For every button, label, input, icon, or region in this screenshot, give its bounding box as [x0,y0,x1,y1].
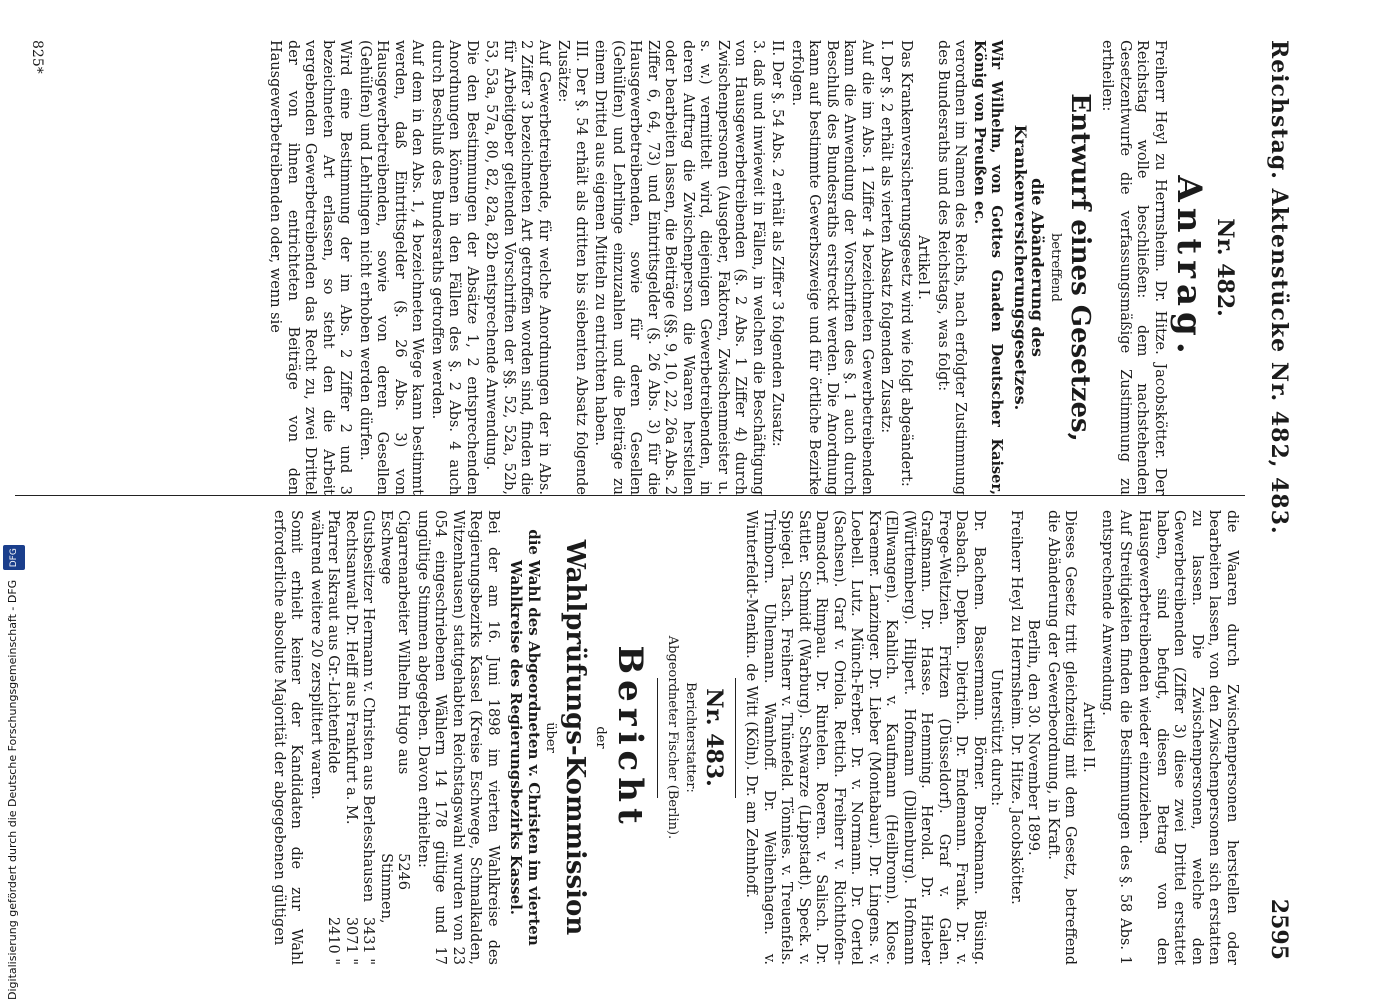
vote-unit: " [343,958,359,965]
date-line: Berlin, den 30. November 1899. [1025,619,1042,856]
der-label: der [593,726,608,749]
section-ii: II. Der §. 54 Abs. 2 erhält als Ziffer 3 folgenden Zusatz: [769,40,786,447]
vote-count: 3071 [343,916,359,954]
continuation-text-2: Auf Streitigkeiten finden die Bestimmungen des §. 58 Abs. 1 entsprechende Anwendung. [1099,510,1133,965]
unterstuetzt-label: Unterstützt durch: [988,668,1005,807]
subject-heading: die Abänderung des Krankenversicherungsgesetzes. [1011,124,1048,411]
intro-2-text: Bei der am 16. Juni 1898 im vierten Wahlkreise des Regierungsbezirks Kassel (Kreise Eschwege, Schmalkalden, Witzenhausen) stattgehabten Reichstagswahl wurden von 23 054 eingeschriebenen Wählern 14 178 gültige und 17 ungültige Stimmen abgegeben. Davon erhielten: [415,510,501,965]
rotated-scan-page [10,0,1310,1000]
artikel-1-text: Das Krankenversicherungsgesetz wird wie folgt abgeändert: [898,40,914,487]
dfg-credit [2,140,24,1000]
artikel-1-heading: Artikel I. [915,235,932,300]
entwurf-heading: Entwurf eines Gesetzes, [1065,93,1095,442]
page-footer [29,40,45,960]
vote-name: Rechtsanwalt Dr. Helff aus Frankfurt a. M. [343,510,359,825]
abgeordneter-name: Abgeordneter Fischer (Berlin). [665,635,681,840]
right-column [268,510,1241,965]
berichterstatter-label: Berichterstatter: [683,682,698,793]
antrag-heading: Antrag. [1169,175,1209,360]
section-i: I. Der §. 2 erhält als vierten Absatz folgenden Zusatz: [878,40,895,434]
page-number: 2595 [1266,898,1292,960]
vote-unit: " [360,958,377,965]
vote-unit: " [325,958,342,965]
section-iii-p3: Auf dem in den Abs. 1, 4 bezeichneten Wege kann bestimmt werden, daß Eintrittsgelder (§. 26 Abs. 3) von Hausgewerbetreibenden, sowie von deren Gesellen (Gehülfen) und Lehrlingen nicht erhoben werden dürfen. [357,40,426,495]
ueber-label: über [543,722,559,753]
conclusion-text: Somit erhielt keiner der Kandidaten die zur Wahl erforderliche absolute Majorität der abgegebenen gültigen [271,510,305,965]
vote-count: 3431 [360,916,377,954]
dfg-sidebar [2,140,24,1000]
header-title: Reichstag. Aktenstücke Nr. 482, 483. [1266,40,1292,535]
verordnen-text: verordnen im Namen des Reichs, nach erfolgter Zustimmung des Bundesraths und des Reichstags, was folgt: [935,40,969,495]
vote-unit: Stimmen, [378,853,394,924]
section-rule [735,678,736,798]
vote-count: 5246 [395,853,412,891]
vote-count: 2410 [325,916,342,954]
supporters-list: Dr. Bachem. Bassermann. Börner. Broekmann. Büsing. Dasbach. Depken. Dietrich. Dr. Endemann. Frank. Dr. v. Frege-Weltzien. Fritzen (Düsseldorf). Graf v. Galen. Graßmann. Dr. Hasse. Hemming. Herold. Dr. Hieber (Württemberg). Hilpert. Hofmann (Dillenburg). Hofmann (Ellwangen). Kahlich. v. Kaufmann (Heilbronn). Klose. Kraemer. Lanzinger. Dr. Lieber (Montabaur). Dr. Lingens. v. Loebell. Lutz. Münch-Ferber. Dr. v. Normann. Dr. Oertel (Sachsen). Graf v. Oriola. Rettich. Freiherr v. Richthofen-Damsdorf. Rimpau. Dr. Rintelen. Roeren. v. Salisch. Dr. Sattler. Schmidt (Warburg). Schwarze (Lippstadt). Speck. v. Spiegel. Tasch. Freiherr v. Thünefeld. Tönnies. v. Treuenfels. Trimborn. Uhlemann. Wamhoff. Dr. Weihenhagen. v. Winterfeldt-Menkin. de Witt (Köln). Dr. am Zehnhoff. [743,510,987,965]
section-iii-p2: Die den Bestimmungen der Absätze 1, 2 entsprechenden Anordnungen können in den Fällen des §. 2 Abs. 4 auch durch Beschluß des Bundesraths getroffen werden. [429,40,480,495]
nr-483-label: Nr. 483. [701,688,727,787]
votes-list [324,510,412,965]
zersplittert-text: während weitere 20 zersplittert waren. [308,510,324,800]
signature-mark: 825* [29,40,45,74]
vote-name: Pfarrer Iskraut aus Gr.-Lichtenfelde [325,510,342,774]
wir-wilhelm: Wir Wilhelm, von Gottes Gnaden Deutscher Kaiser, König von Preußen ec. [971,40,1006,495]
vote-row [342,510,360,965]
artikel-2-text: Dieses Gesetz tritt gleichzeitig mit dem Gesetz, betreffend die Abänderung der Gewerbeordnung, in Kraft. [1045,510,1079,965]
section-i-quote: Auf die im Abs. 1 Ziffer 4 bezeichneten Gewerbetreibenden kann die Anwendung der Vorschriften des §. 1 auch durch Beschluß des Bundesraths erstreckt werden. Die Anordnung kann auf bestimmte Gewerbszweige und für örtliche Bezirke erfolgen. [789,40,875,495]
nr-482-label: Nr. 482. [1212,218,1238,317]
page-header [1260,40,1292,960]
vote-row [377,510,412,965]
column-divider [15,495,1245,496]
section-iii-p4: Wird eine Bestimmung der im Abs. 2 Ziffer 2 und 3 bezeichneten Art erlassen, so steht den die Arbeit vergebenden Gewerbetreibenden das Recht zu, zwei Drittel der von ihnen entrichteten Beiträge von den Hausgewerbetreibenden oder, wenn sie [267,40,354,495]
vote-name: Cigarrenarbeiter Wilhelm Hugo aus Eschwege [378,510,412,775]
wpk-heading: Wahlprüfungs-Kommission [560,539,591,936]
left-column [264,40,1240,495]
subject-2-heading: die Wahl des Abgeordneten v. Christen im vierten Wahlkreise des Regierungsbezirks Kassel. [507,529,543,946]
vote-row [359,510,377,965]
section-rule-2 [657,678,658,798]
betreffend-label: betreffend [1048,233,1063,302]
artikel-2-heading: Artikel II. [1080,702,1096,773]
bericht-heading: Bericht [610,645,650,830]
section-ii-quote: 3. daß und inwieweit in Fällen, in welchen die Beschäftigung von Hausgewerbetreibenden (§. 2 Abs. 1 Ziffer 4) durch Zwischenpersonen (Ausgeber, Faktoren, Zwischenmeister u. s. w.) vermittelt wird, diejenigen Gewerbetreibenden, in deren Auftrag die Zwischenperson die Waaren herstellen oder bearbeiten lassen, die Beiträge (§§. 9, 10, 22, 26a Abs. 2 Ziffer 6, 64, 73) und Eintrittsgelder (§. 26 Abs. 3) für die Hausgewerbetreibenden, sowie für deren Gesellen (Gehülfen) und Lehrlinge einzuzahlen und die Beiträge zu einem Drittel aus eigenen Mitteln zu entrichten haben. [592,40,766,495]
signers: Freiherr Heyl zu Herrnsheim. Dr. Hitze. Jacobskötter. [1008,510,1024,905]
dfg-credit-text: Digitalisierung gefördert durch die Deutsche Forschungsgemeinschaft - DFG [6,579,19,1000]
section-iii: III. Der §. 54 erhält als dritten bis siebenten Absatz folgende Zusätze: [555,40,589,495]
vote-name: Gutsbesitzer Hermann v. Christen aus Berlesshausen [360,510,377,903]
section-iii-p1: Auf Gewerbetreibende, für welche Anordnungen der in Abs. 2 Ziffer 3 bezeichneten Art getroffen worden sind, finden die für Arbeitgeber geltenden Vorschriften der §§. 52, 52a, 52b, 53, 53a, 57a, 80, 82, 82a, 82b entsprechende Anwendung. [483,40,552,495]
dfg-logo-icon: DFG [3,545,25,570]
vote-row [324,510,342,965]
continuation-text: die Waaren durch Zwischenpersonen herstellen oder bearbeiten lassen, von den Zwischenpersonen sich erstatten zu lassen. Die Zwischenpersonen, welche den Gewerbetreibenden (Ziffer 3) diese zwei Drittel erstattet haben, sind befugt, diesen Betrag von den Hausgewerbetreibenden wieder einzuziehen. [1136,510,1240,965]
antrag-intro: Freiherr Heyl zu Herrnsheim. Dr. Hitze. Jacobskötter. Der Reichstag wolle beschließen: dem nachstehenden Gesetzentwurfe die verfassungsmäßige Zustimmung zu ertheilen: [1099,40,1168,495]
